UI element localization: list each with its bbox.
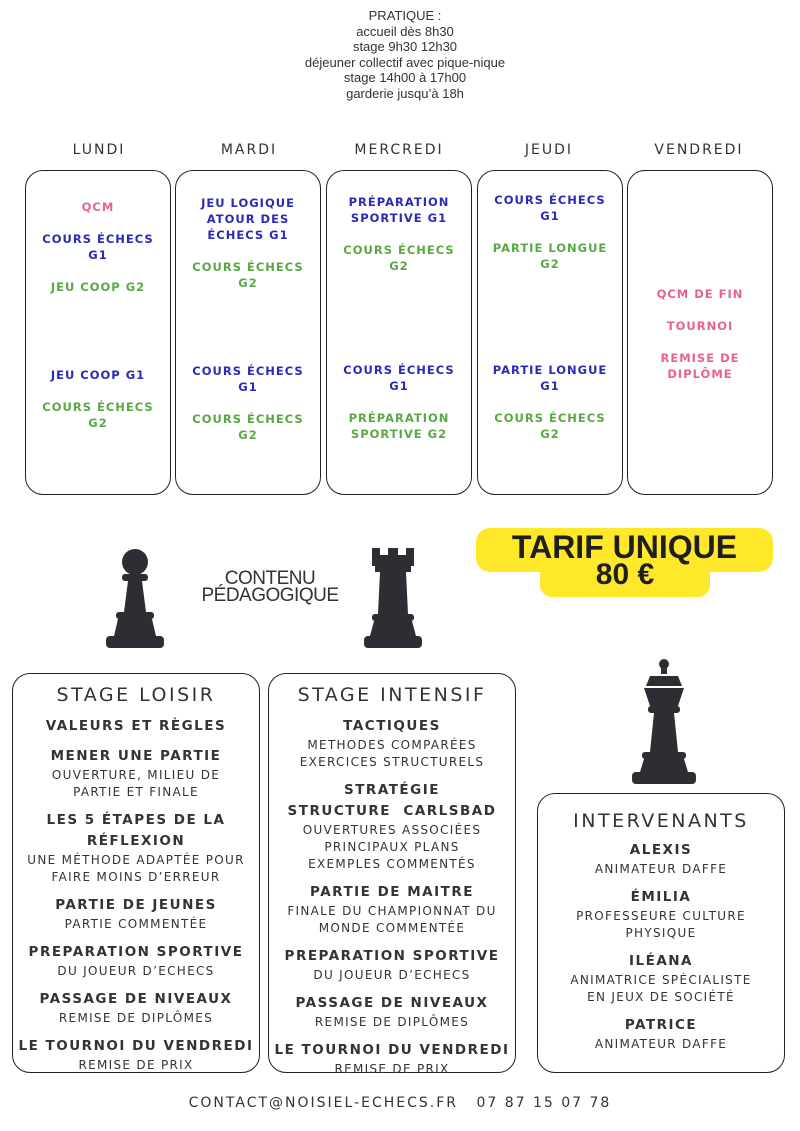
stage-item-detail: FAIRE MOINS D’ERREUR (51, 870, 221, 884)
activity: REMISE DE DIPLÔME (660, 351, 740, 381)
stage-item-heading: PREPARATION SPORTIVE (284, 948, 500, 964)
stage-item-heading: RÉFLEXION (86, 833, 186, 849)
activity: JEU LOGIQUE ATOUR DES ÉCHECS G1 (201, 196, 295, 242)
stage-item (269, 1040, 515, 1078)
price-title: TARIF UNIQUE (511, 529, 738, 565)
person-name: ALEXIS (629, 842, 693, 858)
stage-item-detail: REMISE DE DIPLÔMES (314, 1015, 470, 1029)
stage-loisir-box (12, 673, 260, 1073)
stage-item-detail: UNE MÉTHODE ADAPTÉE POUR (27, 853, 245, 867)
day-header-friday: VENDREDI (654, 142, 744, 158)
practical-line: stage 14h00 à 17h00 (343, 70, 467, 85)
contenu-line: PÉDAGOGIQUE (201, 585, 339, 606)
activity: COURS ÉCHECS G2 (343, 243, 455, 273)
stage-intensif-box (268, 673, 516, 1076)
stage-item-heading: PARTIE DE MAITRE (310, 884, 474, 900)
day-header-monday: LUNDI (72, 142, 126, 158)
stage-item (13, 810, 259, 886)
stage-item (13, 942, 259, 980)
stage-item-detail: DU JOUEUR D’ECHECS (313, 968, 471, 982)
stage-item (13, 1036, 259, 1074)
stage-item-heading: MENER UNE PARTIE (50, 748, 222, 764)
stage-item (269, 716, 515, 771)
activity: COURS ÉCHECS G2 (494, 411, 606, 441)
stage-item-detail: DU JOUEUR D’ECHECS (57, 964, 215, 978)
stage-item-heading: TACTIQUES (343, 718, 441, 734)
person (538, 1015, 784, 1053)
activity: PARTIE LONGUE G2 (492, 241, 608, 271)
stage-item-detail: OUVERTURE, MILIEU DE (51, 768, 221, 782)
activity: COURS ÉCHECS G1 (343, 363, 455, 393)
contact-phone[interactable]: 07 87 15 07 78 (476, 1095, 612, 1111)
stage-item (13, 895, 259, 933)
stage-item-detail: REMISE DE DIPLÔMES (58, 1011, 214, 1025)
stage-item-heading: PASSAGE DE NIVEAUX (295, 995, 489, 1011)
activity: QCM DE FIN (656, 287, 744, 301)
activity: COURS ÉCHECS G1 (192, 364, 304, 394)
practical-line: accueil dès 8h30 (356, 23, 454, 39)
activity: PRÉPARATION SPORTIVE G2 (348, 411, 450, 441)
person-name: PATRICE (624, 1017, 698, 1033)
person (538, 840, 784, 878)
stage-item-heading: PARTIE DE JEUNES (55, 897, 217, 913)
activity: QCM (81, 200, 115, 214)
stage-item (269, 946, 515, 984)
person-role: PROFESSEURE CULTURE (576, 909, 746, 923)
stage-item-heading: LE TOURNOI DU VENDREDI (18, 1038, 254, 1054)
stage-item (13, 989, 259, 1027)
day-box-wednesday (326, 170, 472, 495)
stage-intensif-title: STAGE INTENSIF (297, 684, 487, 706)
day-header-tuesday: MARDI (220, 142, 278, 158)
stage-item-detail: FINALE DU CHAMPIONNAT DU (287, 904, 497, 918)
person-name: ILÉANA (628, 953, 694, 969)
person-role: EN JEUX DE SOCIÉTÉ (587, 990, 735, 1004)
stage-item-heading: LE TOURNOI DU VENDREDI (274, 1042, 510, 1058)
stage-item (13, 746, 259, 801)
person-role: ANIMATEUR DAFFE (594, 1037, 728, 1051)
activity: JEU COOP G2 (50, 280, 146, 294)
rook-icon (358, 538, 428, 650)
practical-line: déjeuner collectif avec pique-nique (304, 54, 506, 70)
stage-item-detail: PARTIE COMMENTÉE (64, 917, 208, 931)
activity: COURS ÉCHECS G1 (42, 232, 154, 262)
stage-item-heading: PASSAGE DE NIVEAUX (39, 991, 233, 1007)
intervenants-title: INTERVENANTS (573, 810, 749, 832)
day-box-tuesday (175, 170, 321, 495)
queen-icon (624, 656, 704, 788)
day-box-friday (627, 170, 773, 495)
stage-item-detail: PRINCIPAUX PLANS (324, 840, 460, 854)
contenu-line: CONTENU (224, 568, 316, 589)
day-header-wednesday: MERCREDI (354, 142, 444, 158)
activity: PRÉPARATION SPORTIVE G1 (348, 195, 450, 225)
practical-line: PRATIQUE : (368, 8, 442, 23)
activity: COURS ÉCHECS G1 (494, 193, 606, 223)
stage-item-detail: REMISE DE PRIX (334, 1062, 450, 1076)
person-role: ANIMATEUR DAFFE (594, 862, 728, 876)
stage-item-detail: EXERCICES STRUCTURELS (299, 755, 485, 769)
activity: COURS ÉCHECS G2 (42, 400, 154, 430)
stage-item-heading: PREPARATION SPORTIVE (28, 944, 244, 960)
stage-item-detail: REMISE DE PRIX (78, 1058, 194, 1072)
day-box-thursday (477, 170, 623, 495)
person-name: ÉMILIA (630, 889, 692, 905)
person (538, 887, 784, 942)
activity: COURS ÉCHECS G2 (192, 260, 304, 290)
stage-item-detail: MONDE COMMENTÉE (318, 921, 466, 935)
person-role: PHYSIQUE (625, 926, 697, 940)
stage-item-heading: STRUCTURE CARLSBAD (287, 803, 497, 819)
day-box-monday (25, 170, 171, 495)
practical-line: stage 9h30 12h30 (352, 39, 458, 54)
stage-item-detail: OUVERTURES ASSOCIÉES (302, 823, 482, 837)
person (538, 951, 784, 1006)
stage-loisir-title: STAGE LOISIR (56, 684, 216, 706)
stage-item (269, 993, 515, 1031)
activity: TOURNOI (666, 319, 734, 333)
practical-line: garderie jusqu’à 18h (346, 85, 464, 101)
stage-item (269, 882, 515, 937)
practical-info (250, 8, 560, 101)
contact-line (0, 1095, 800, 1111)
stage-item (13, 716, 259, 737)
pawn-icon (100, 540, 170, 652)
day-header-thursday: JEUDI (524, 142, 574, 158)
stage-item-heading: VALEURS ET RÈGLES (45, 718, 227, 734)
stage-item-detail: METHODES COMPARÉES (307, 738, 477, 752)
activity: PARTIE LONGUE G1 (492, 363, 608, 393)
person-role: ANIMATRICE SPÉCIALISTE (570, 973, 752, 987)
contenu-pedagogique-title (180, 570, 360, 604)
stage-item-detail: PARTIE ET FINALE (73, 785, 199, 799)
activity: COURS ÉCHECS G2 (192, 412, 304, 442)
stage-item-heading: STRATÉGIE (344, 782, 440, 798)
stage-item (269, 780, 515, 873)
contact-email[interactable]: CONTACT@NOISIEL-ECHECS.FR (188, 1095, 459, 1111)
stage-item-heading: LES 5 ÉTAPES DE LA (46, 812, 226, 828)
intervenants-box (537, 793, 785, 1073)
price-value: 80 € (540, 559, 710, 597)
activity: JEU COOP G1 (50, 368, 146, 382)
stage-item-detail: EXEMPLES COMMENTÉS (308, 857, 476, 871)
